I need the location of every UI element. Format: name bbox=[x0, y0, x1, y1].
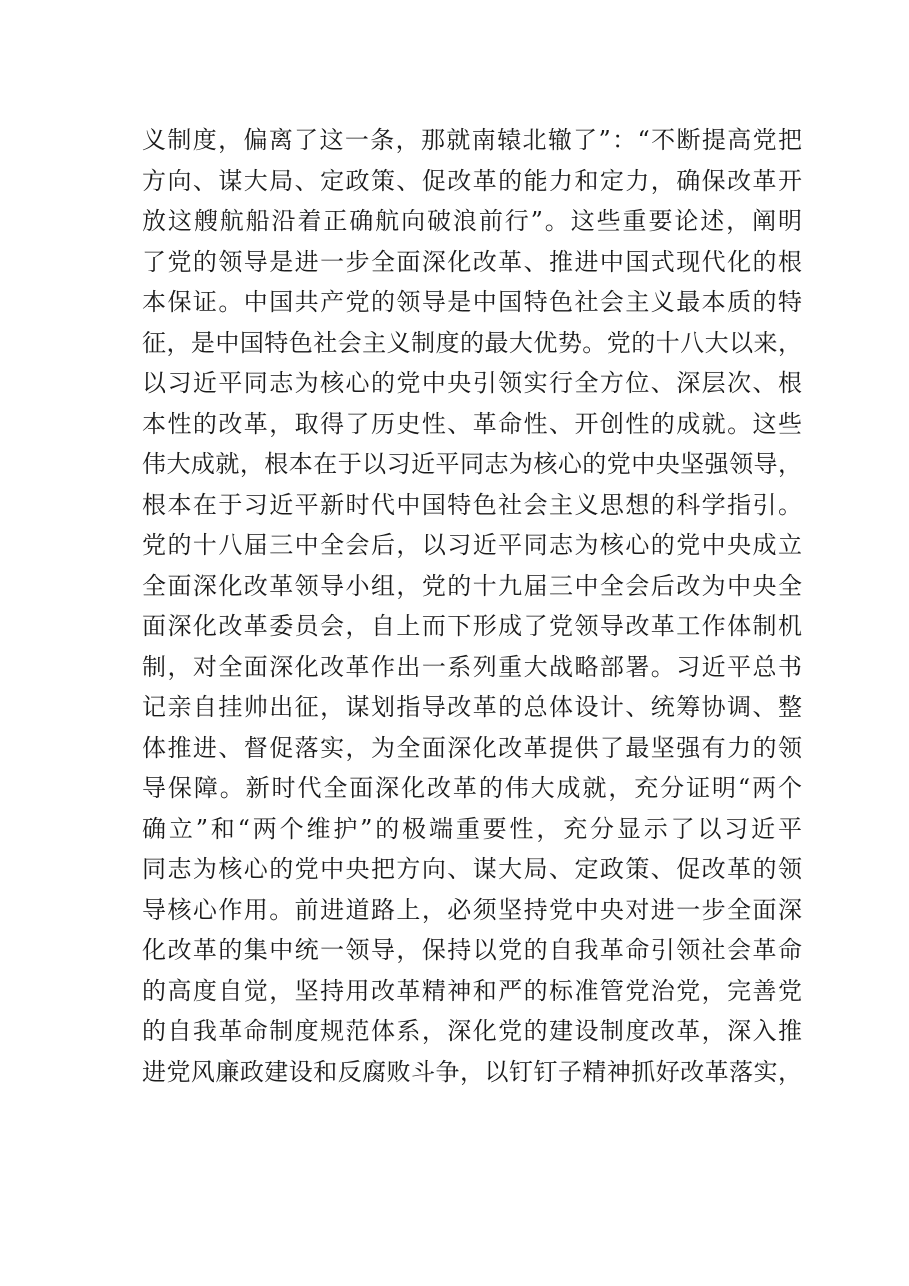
text-line: 面深化改革委员会，自上而下形成了党领导改革工作体制机 bbox=[142, 612, 802, 640]
text-line: 确立”和“两个维护”的极端重要性，充分显示了以习近平 bbox=[142, 814, 802, 843]
text-line: 导核心作用。前进道路上，必须坚持党中央对进一步全面深 bbox=[142, 895, 802, 924]
text-line: 方向、谋大局、定政策、促改革的能力和定力，确保改革开 bbox=[142, 166, 802, 195]
text-line: 的自我革命制度规范体系，深化党的建设制度改革，深入推 bbox=[142, 1017, 802, 1045]
text-line: 了党的领导是进一步全面深化改革、推进中国式现代化的根 bbox=[142, 247, 802, 276]
text-line: 体推进、督促落实，为全面深化改革提供了最坚强有力的领 bbox=[142, 733, 802, 762]
text-line: 征，是中国特色社会主义制度的最大优势。党的十八大以来， bbox=[142, 328, 802, 357]
text-line: 党的十八届三中全会后，以习近平同志为核心的党中央成立 bbox=[142, 531, 802, 559]
text-line: 本性的改革，取得了历史性、革命性、开创性的成就。这些 bbox=[142, 409, 802, 438]
text-line: 记亲自挂帅出征，谋划指导改革的总体设计、统筹协调、整 bbox=[142, 693, 802, 721]
text-line: 伟大成就，根本在于以习近平同志为核心的党中央坚强领导， bbox=[142, 450, 802, 478]
text-line: 全面深化改革领导小组，党的十九届三中全会后改为中央全 bbox=[142, 571, 802, 600]
body-text bbox=[142, 120, 802, 1092]
text-line: 根本在于习近平新时代中国特色社会主义思想的科学指引。 bbox=[142, 490, 802, 519]
text-line: 放这艘航船沿着正确航向破浪前行”。这些重要论述，阐明 bbox=[142, 207, 802, 235]
text-line: 同志为核心的党中央把方向、谋大局、定政策、促改革的领 bbox=[142, 855, 802, 883]
text-line: 制，对全面深化改革作出一系列重大战略部署。习近平总书 bbox=[142, 652, 802, 681]
text-line: 本保证。中国共产党的领导是中国特色社会主义最本质的特 bbox=[142, 288, 802, 316]
text-line: 化改革的集中统一领导，保持以党的自我革命引领社会革命 bbox=[142, 936, 802, 964]
text-line: 的高度自觉，坚持用改革精神和严的标准管党治党，完善党 bbox=[142, 976, 802, 1005]
text-line: 导保障。新时代全面深化改革的伟大成就，充分证明“两个 bbox=[142, 774, 802, 802]
text-line: 义制度，偏离了这一条，那就南辕北辙了”：“不断提高党把 bbox=[142, 126, 802, 154]
text-line: 以习近平同志为核心的党中央引领实行全方位、深层次、根 bbox=[142, 369, 802, 397]
text-line: 进党风廉政建设和反腐败斗争，以钉钉子精神抓好改革落实， bbox=[142, 1057, 802, 1086]
